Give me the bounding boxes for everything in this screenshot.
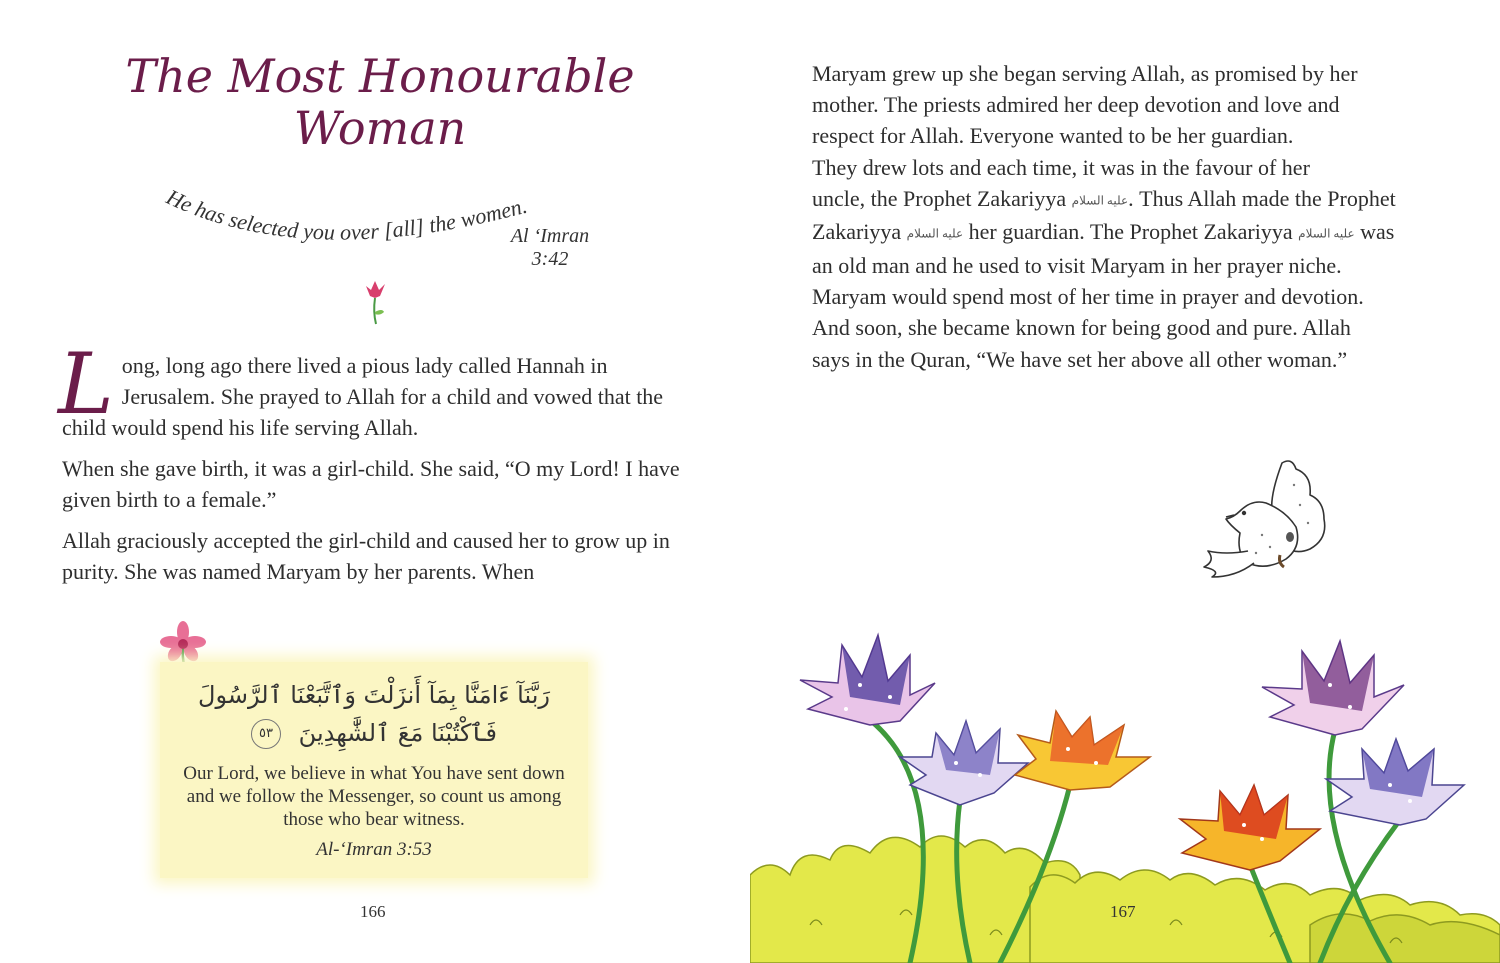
text-line: They drew lots and each time, it was in the favour of her — [812, 154, 1310, 180]
right-page — [750, 0, 1500, 963]
paragraph — [58, 335, 702, 443]
page-number: 166 — [360, 902, 386, 921]
text-line — [812, 183, 1452, 217]
page-number: 167 — [1110, 902, 1136, 921]
text-segment: her guardian. The Prophet Zakariyya — [963, 219, 1299, 245]
text-line: an old man and he used to visit Maryam in her prayer niche. — [812, 252, 1342, 278]
text-line: And soon, she became known for being good and pure. Allah — [812, 315, 1351, 341]
epigraph-surah: Al ‘Imran — [510, 225, 590, 247]
verse-box — [160, 662, 588, 878]
drop-cap: L — [58, 335, 114, 433]
epigraph-text: He has selected you over [all] the women. — [162, 183, 530, 245]
purple-flower-icon — [1262, 641, 1404, 735]
paragraph: When she gave birth, it was a girl-child. She said, “O my Lord! I have given birth to a female.” — [62, 456, 680, 512]
text-segment: uncle, the Prophet Zakariyya — [812, 185, 1072, 211]
text-line: Maryam would spend most of her time in prayer and devotion. — [812, 284, 1364, 310]
text-segment: . Thus Allah made the Prophet — [1128, 185, 1396, 211]
svg-text:He has selected you over [all] — [162, 184, 530, 245]
text-segment: Zakariyya — [812, 219, 907, 245]
text-line: says in the Quran, “We have set her above all other woman.” — [812, 346, 1348, 372]
red-flower-icon — [1180, 785, 1320, 870]
arabic-line-text: فَٱكْتُبْنَا مَعَ ٱلشَّٰهِدِينَ — [298, 719, 497, 747]
text-line: mother. The priests admired her deep devotion and love and — [812, 92, 1340, 118]
arabic-verse — [160, 676, 588, 752]
text-segment: was — [1354, 219, 1395, 245]
arabic-line — [160, 714, 588, 752]
body-text — [812, 58, 1452, 375]
text-line: respect for Allah. Everyone wanted to be her guardian. — [812, 123, 1294, 149]
paragraph-text: ong, long ago there lived a pious lady called Hannah in Jerusalem. She prayed to Allah for a child and vowed that the child would spend his life serving Allah. — [62, 353, 664, 440]
small-pink-flower-icon — [358, 278, 392, 326]
text-line: Maryam grew up she began serving Allah, as promised by her — [812, 61, 1358, 86]
verse-translation: Our Lord, we believe in what You have sent down and we follow the Messenger, so count us among those who bear witness. — [183, 763, 565, 830]
salutation-glyph: عليه السلام — [906, 226, 964, 241]
purple-flower-icon — [800, 635, 935, 725]
lilac-flower-icon — [1326, 739, 1464, 825]
epigraph-reference: 3:42 — [531, 248, 569, 270]
salutation-glyph: عليه السلام — [1071, 193, 1129, 208]
text-line — [812, 216, 1452, 250]
ayah-number-badge: ٥٣ — [251, 719, 281, 749]
lilac-flower-icon — [900, 721, 1028, 805]
dove-icon — [1200, 455, 1340, 585]
epigraph-source — [490, 225, 610, 271]
orange-flower-icon — [1015, 711, 1150, 790]
arabic-line: رَبَّنَآ ءَامَنَّا بِمَآ أَنزَلْتَ وَٱتَّبَعْنَا ٱلرَّسُولَ — [198, 681, 550, 709]
paragraph: Allah graciously accepted the girl-child and caused her to grow up in purity. She was named Maryam by her parents. When — [62, 528, 670, 584]
salutation-glyph: عليه السلام — [1298, 226, 1355, 241]
page-title: The Most Honourable Woman — [125, 49, 635, 155]
verse-reference: Al-‘Imran 3:53 — [316, 839, 432, 860]
body-text — [58, 335, 702, 597]
